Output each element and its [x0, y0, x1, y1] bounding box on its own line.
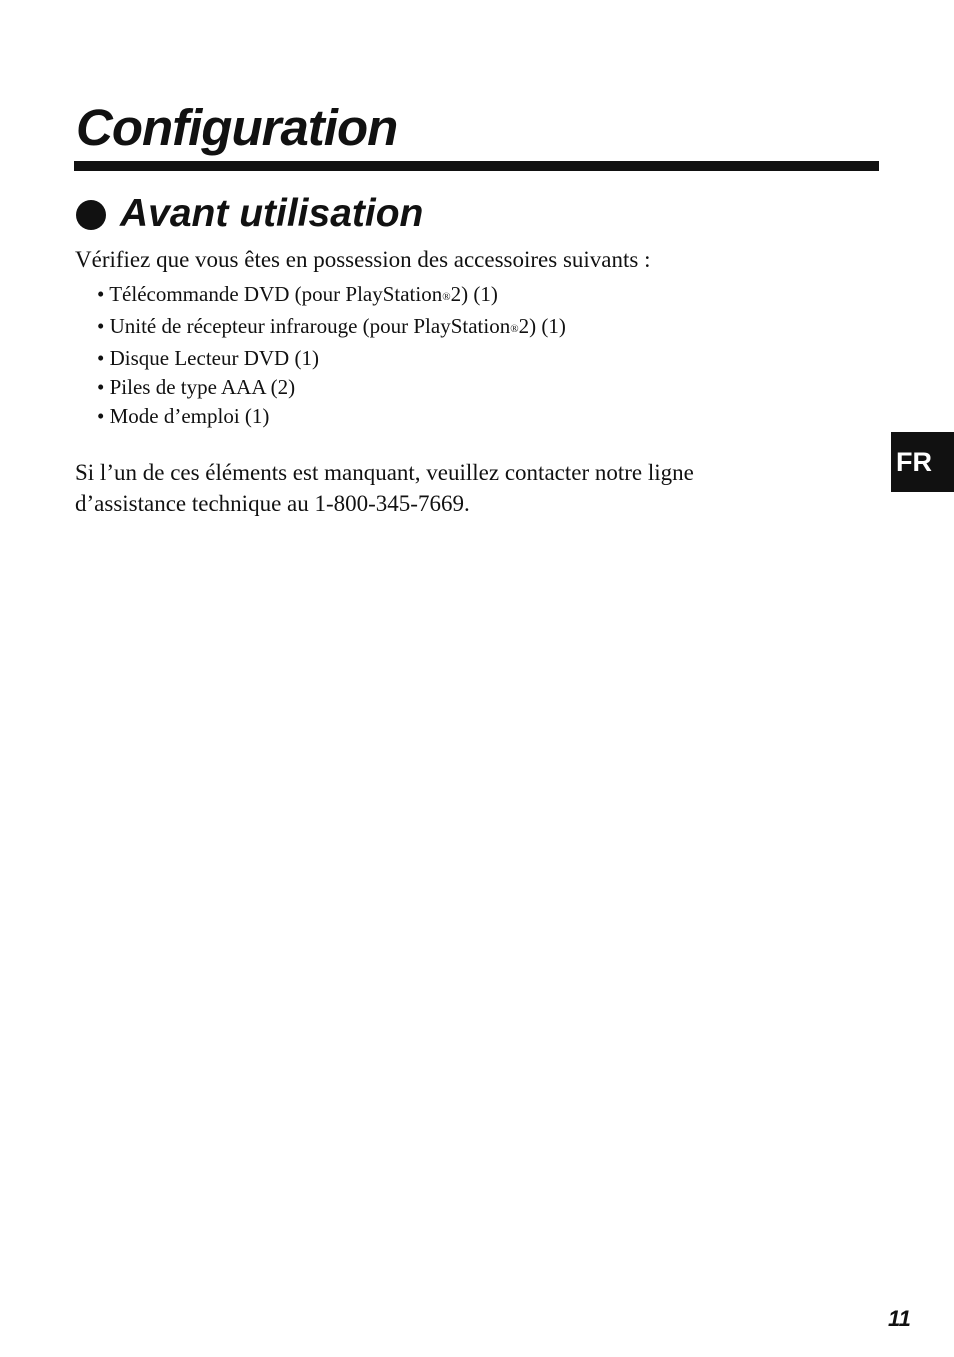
intro-text: Vérifiez que vous êtes en possession des accessoires suivants : [75, 247, 651, 272]
list-item: • Piles de type AAA (2) [97, 375, 296, 399]
contact-line: d’assistance technique au 1-800-345-7669. [75, 491, 470, 516]
section-heading-text: Avant utilisation [120, 192, 424, 235]
page-title: Configuration [76, 99, 398, 156]
list-item: • Mode d’emploi (1) [97, 404, 270, 428]
accessory-list [97, 280, 566, 431]
language-tab: FR [891, 432, 954, 492]
list-item: • Télécommande DVD (pour PlayStation®2) (1) [97, 282, 498, 306]
section-heading [76, 189, 423, 239]
list-item: • Unité de récepteur infrarouge (pour PlayStation®2) (1) [97, 314, 566, 338]
registered-mark: ® [510, 323, 519, 335]
contact-paragraph [75, 457, 835, 519]
list-item: • Disque Lecteur DVD (1) [97, 346, 319, 370]
filled-circle-icon [76, 200, 106, 230]
registered-mark: ® [442, 291, 451, 303]
page-number: 11 [888, 1306, 911, 1331]
contact-line: Si l’un de ces éléments est manquant, veuillez contacter notre ligne [75, 460, 694, 485]
title-rule [74, 161, 879, 171]
